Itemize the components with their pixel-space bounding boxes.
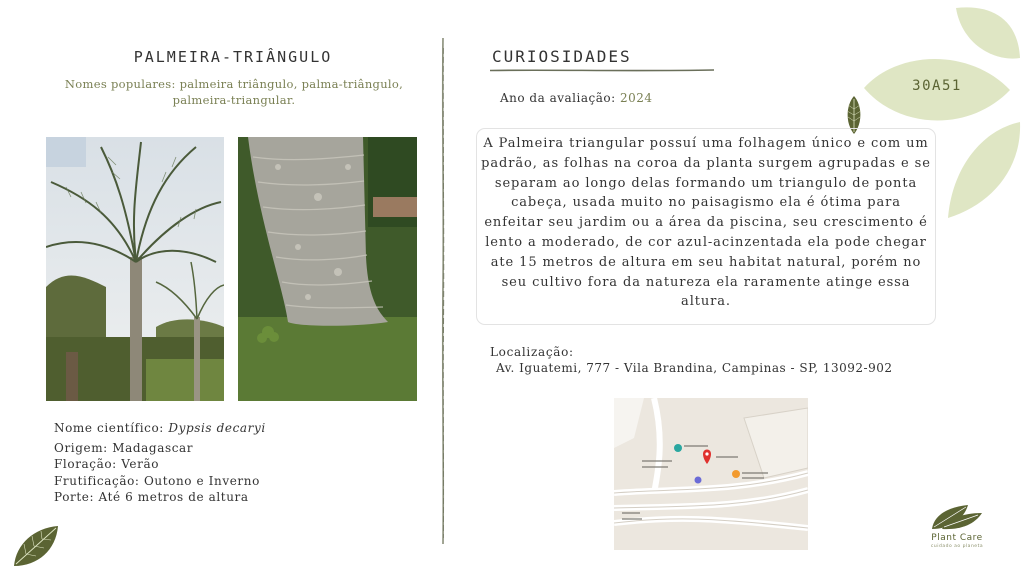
brand-tagline: cuidado ao planeta: [930, 544, 984, 549]
curiosities-text: A Palmeira triangular possuí uma folhagem único e com um padrão, as folhas na coroa da planta surgem agrupadas e se separam ao longo delas formando um triangulo de ponta cabeça, usada muito no paisagismo ela é ótima para enfeitar seu jardim ou a área da piscina, seu crescimento é lento a moderado, de cor azul-acinzentada ela pode chegar ate 15 metros de altura em seu habitat natural, porém no seu cultivo fora da natureza ela raramente atinge essa altura.: [481, 136, 931, 310]
curiosities-title: CURIOSIDADES: [492, 47, 632, 66]
palm-trunk-photo: [238, 137, 417, 401]
leaf-icon: [10, 522, 62, 570]
evaluation-year: [500, 91, 653, 105]
map-marker: [695, 477, 702, 484]
palm-tree-photo: [46, 137, 224, 401]
scientific-name-label: Nome científico:: [54, 421, 169, 435]
map-marker: [674, 444, 682, 452]
scientific-name: Dypsis decaryi: [168, 421, 266, 435]
size: Porte: Até 6 metros de altura: [54, 490, 249, 504]
plant-details: [54, 420, 266, 506]
vertical-divider: [441, 38, 445, 544]
evaluation-year-label: Ano da avaliação:: [500, 91, 616, 105]
brand-name: Plant Care: [931, 533, 983, 543]
origin: Origem: Madagascar: [54, 440, 194, 455]
title-underline: [490, 68, 714, 73]
map-marker: [732, 470, 740, 478]
plant-code: 30A51: [912, 78, 962, 94]
plant-title: PALMEIRA-TRIÂNGULO: [133, 48, 333, 66]
location-label: Localização:: [490, 345, 574, 359]
location-address: Av. Iguatemi, 777 - Vila Brandina, Campinas - SP, 13092-902: [496, 361, 893, 375]
plant-care-logo-icon: [928, 503, 984, 531]
leaf-icon: [948, 122, 1020, 218]
evaluation-year-value: 2024: [619, 91, 653, 105]
flowering: Floração: Verão: [54, 457, 160, 471]
popular-names: Nomes populares: palmeira triângulo, palma-triângulo, palmeira-triangular.: [64, 77, 404, 107]
scientific-name-row: [54, 420, 266, 437]
fruiting: Frutificação: Outono e Inverno: [54, 473, 260, 488]
location-map[interactable]: [614, 398, 808, 550]
leaf-icon: [956, 7, 1020, 58]
